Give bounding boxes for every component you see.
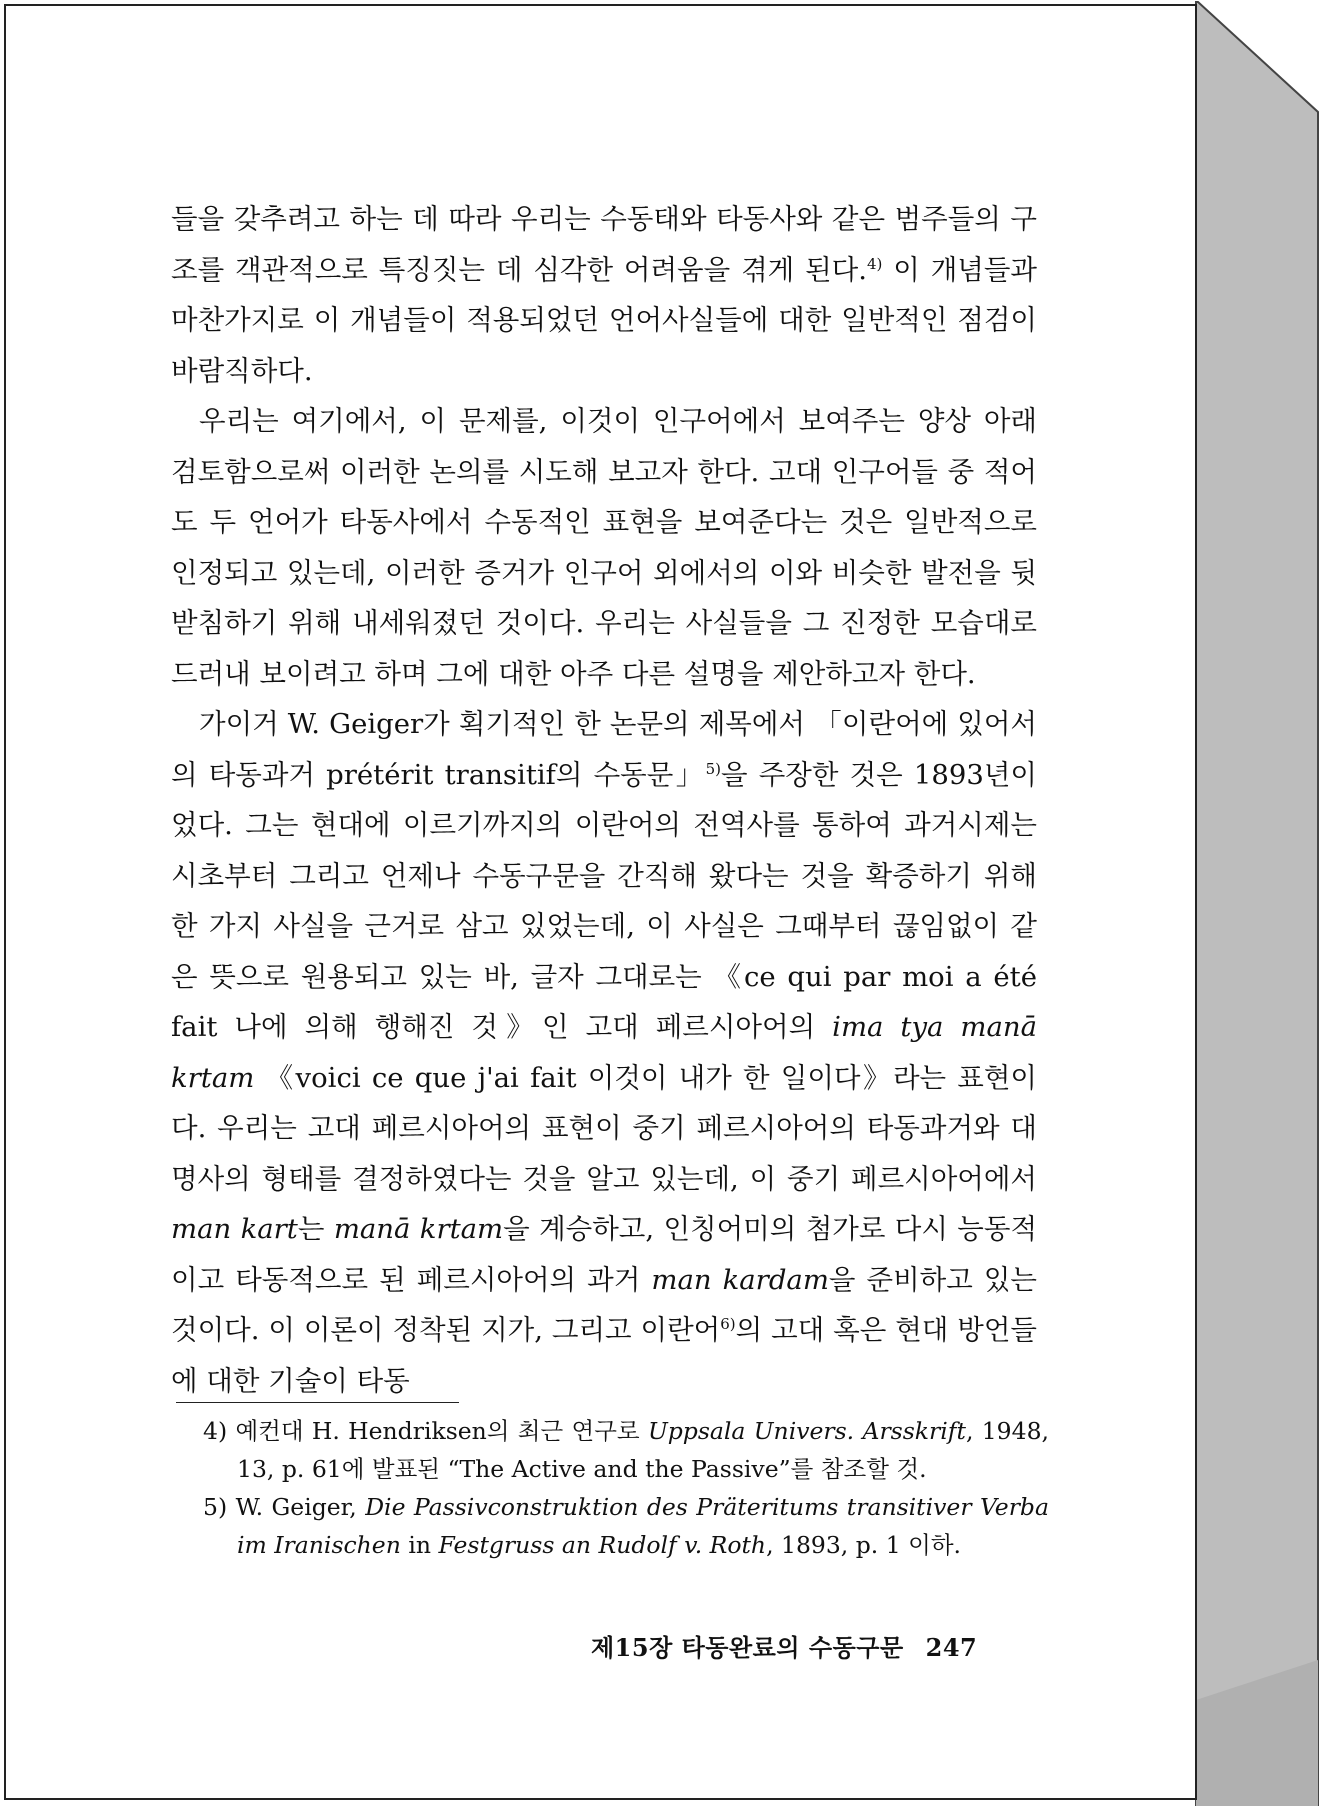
footnote-divider	[176, 1402, 459, 1403]
page-number: 247	[925, 1633, 978, 1662]
footnote-ref-6: 6)	[720, 1314, 736, 1333]
footnote-5: 5) W. Geiger, Die Passivconstruktion des Präteritums transitiver Verba im Iranischen in Festgruss an Rudolf v. Roth, 1893, p. 1 이하.	[203, 1493, 1049, 1559]
footnotes	[203, 1412, 1049, 1564]
paragraph-1: 들을 갖추려고 하는 데 따라 우리는 수동태와 타동사와 같은 범주들의 구조를 객관적으로 특징짓는 데 심각한 어려움을 겪게 된다.$^{4)}$ 이 개념들과 마찬가지로 이 개념들이 적용되었던 언어사실들에 대한 일반적인 점검이 바람직하다.	[171, 203, 1037, 387]
footnote-ref-4: 4)	[866, 254, 883, 273]
chapter-title: 제15장 타동완료의 수동구문	[591, 1633, 904, 1662]
footnote-4: 4) 예컨대 H. Hendriksen의 최근 연구로 Uppsala Univers. Arsskrift, 1948, 13, p. 61에 발표된 “The Active and the Passive”를 참조할 것.	[203, 1417, 1049, 1483]
paragraph-3: 가이거 W. Geiger가 획기적인 한 논문의 제목에서 「이란어에 있어서의 타동과거 prétérit transitif의 수동문」$^{5)}$을 주장한 것은 1893년이었다. 그는 현대에 이르기까지의 이란어의 전역사를 통하여 과거시제는 시초부터 그리고 언제나 수동구문을 간직해 왔다는 것을 확증하기 위해 한 가지 사실을 근거로 삼고 있었는데, 이 사실은 그때부터 끊임없이 같은 뜻으로 원용되고 있는 바, 글자 그대로는 《ce qui par moi a été fait 나에 의해 행해진 것》인 고대 페르시아어의 ima tya manā krtam 《voici ce que j'ai fait 이것이 내가 한 일이다》라는 표현이다. 우리는 고대 페르시아어의 표현이 중기 페르시아어의 타동과거와 대명사의 형태를 결정하였다는 것을 알고 있는데, 이 중기 페르시아어에서 man kart는 manā krtam을 계승하고, 인칭어미의 첨가로 다시 능동적이고 타동적으로 된 페르시아어의 과거 man kardam을 준비하고 있는 것이다. 이 이론이 정착된 지가, 그리고 이란어$^{6)}$의 고대 혹은 현대 방언들에 대한 기술이 타동	[171, 708, 1038, 1397]
running-footer	[591, 1628, 1061, 1663]
footnote-ref-5: 5)	[705, 759, 722, 778]
book-page	[4, 4, 1197, 1800]
paragraph-2: 우리는 여기에서, 이 문제를, 이것이 인구어에서 보여주는 양상 아래 검토함으로써 이러한 논의를 시도해 보고자 한다. 고대 인구어들 중 적어도 두 언어가 타동사에서 수동적인 표현을 보여준다는 것은 일반적으로 인정되고 있는데, 이러한 증거가 인구어 외에서의 이와 비슷한 발전을 뒷받침하기 위해 내세워졌던 것이다. 우리는 사실들을 그 진정한 모습대로 드러내 보이려고 하며 그에 대한 아주 다른 설명을 제안하고자 한다.	[171, 405, 1037, 690]
body-text	[171, 194, 1037, 1406]
